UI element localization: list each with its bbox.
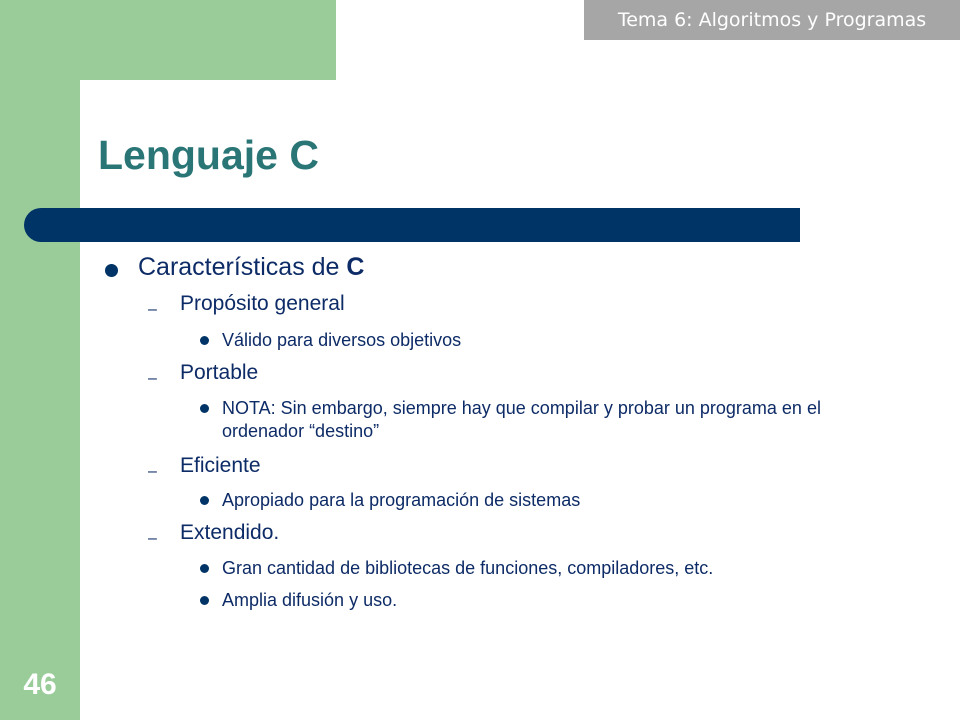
sub-item: NOTA: Sin embargo, siempre hay que compilar y probar un programa en el ordenador “destino”: [222, 398, 821, 441]
list-item-extendido: Extendido.: [180, 521, 280, 544]
main-bullet-bold: C: [346, 253, 365, 281]
sub-bullet-dot-icon: [200, 336, 209, 345]
slide-title: Lenguaje C: [98, 132, 319, 178]
main-bullet: [138, 253, 364, 282]
topic-header: Tema 6: Algoritmos y Programas: [584, 0, 960, 40]
dash-marker: –: [148, 463, 157, 480]
sub-bullet-dot-icon: [200, 496, 209, 505]
sub-bullet-dot-icon: [200, 564, 209, 573]
sub-item: Válido para diversos objetivos: [222, 330, 462, 350]
dash-marker: –: [148, 530, 157, 547]
list-item-proposito: Propósito general: [180, 292, 345, 315]
sub-item: Gran cantidad de bibliotecas de funciones, compiladores, etc.: [222, 558, 714, 578]
list-item-eficiente: Eficiente: [180, 454, 261, 477]
dash-marker: –: [148, 301, 157, 318]
dash-marker: –: [148, 370, 157, 387]
sub-item: Amplia difusión y uso.: [222, 590, 398, 610]
list-item-portable: Portable: [180, 361, 259, 384]
main-bullet-text: Características de: [138, 253, 347, 281]
sub-item: Apropiado para la programación de sistemas: [222, 490, 581, 510]
sub-bullet-dot-icon: [200, 404, 209, 413]
bullet-dot-icon: [105, 264, 118, 277]
page-number: 46: [23, 668, 57, 701]
sub-bullet-dot-icon: [200, 596, 209, 605]
